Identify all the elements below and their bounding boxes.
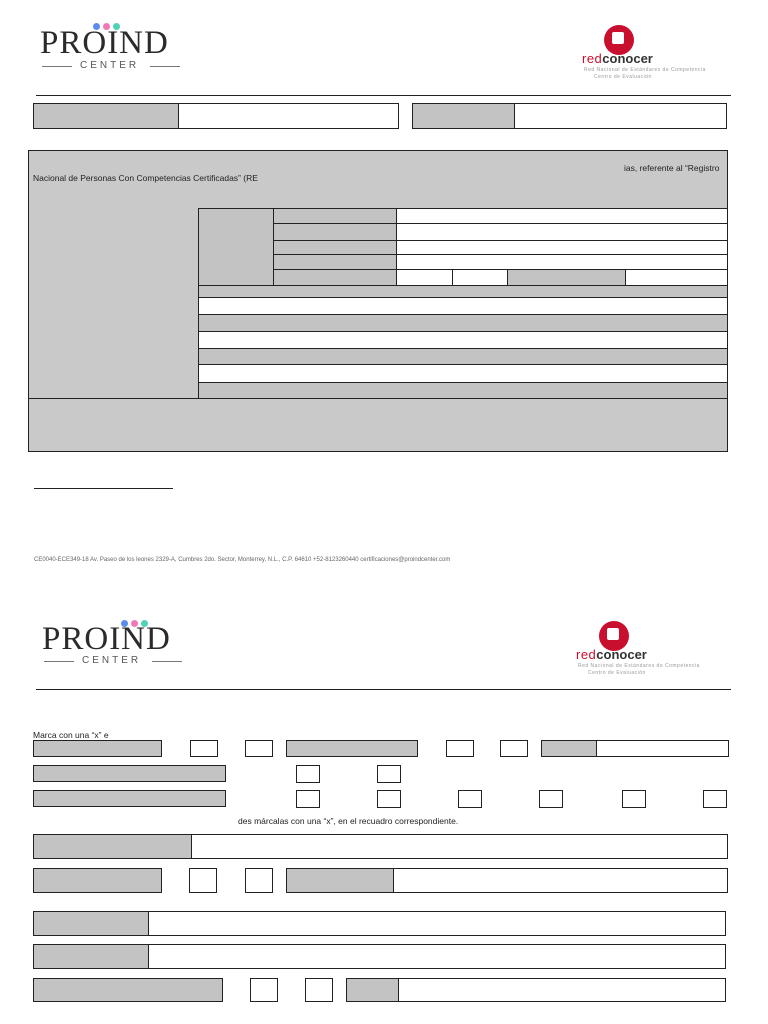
p2-check-5e[interactable]	[622, 790, 646, 808]
p2-check-5d[interactable]	[539, 790, 563, 808]
section-text-right: ias, referente al “Registro	[624, 163, 720, 173]
p2-check-1a[interactable]	[190, 740, 218, 757]
grid-input-row-5b[interactable]	[452, 269, 508, 286]
band-input-1[interactable]	[198, 297, 728, 315]
red-conocer-word-2	[576, 648, 647, 661]
grid-label-row-5c	[507, 269, 626, 286]
p2-label-2	[286, 740, 418, 757]
p2-label-12	[346, 978, 399, 1002]
p2-check-7b[interactable]	[245, 868, 273, 893]
grid-label-row-1	[273, 208, 397, 224]
grid-label-row-2	[273, 223, 397, 241]
p2-label-3	[541, 740, 597, 757]
p2-label-9	[33, 911, 149, 936]
logo-line-right-2	[152, 661, 182, 662]
section-text-left: Nacional de Personas Con Competencias Certificadas” (RE	[33, 173, 258, 183]
red-brand: conocer	[602, 51, 653, 66]
band-gray-3	[198, 348, 728, 365]
band-input-2[interactable]	[198, 331, 728, 349]
p2-check-1b[interactable]	[245, 740, 273, 757]
grid-input-row-4[interactable]	[396, 254, 728, 270]
header-divider	[36, 95, 731, 96]
footer-address: CE0040-ECE349-18 Av. Paseo de los leones 2329-A, Cumbres 2do. Sector, Monterrey, N.L., C.P. 64610 +52-8123260440 certificaciones@proindcenter.com	[34, 557, 451, 563]
red-tagline-1: Red Nacional de Estándares de Competencia	[584, 67, 706, 73]
red-tagline-2a: Red Nacional de Estándares de Competencia	[578, 663, 700, 669]
p2-check-7a[interactable]	[189, 868, 217, 893]
p2-check-2b[interactable]	[500, 740, 528, 757]
p2-label-7	[33, 868, 162, 893]
p2-label-6	[33, 834, 192, 859]
p2-check-5a[interactable]	[296, 790, 320, 808]
grid-input-row-1[interactable]	[396, 208, 728, 224]
header-divider-2	[36, 689, 731, 690]
logo-line-right	[150, 66, 180, 67]
logo-line-left-2	[44, 661, 74, 662]
p2-instruction: des márcalas con una “x”, en el recuadro correspondiente.	[238, 816, 459, 826]
red-tagline-2b: Centro de Evaluación	[588, 670, 646, 676]
p2-label-4	[33, 765, 226, 782]
red-brand-2: conocer	[596, 647, 647, 662]
logo-word-2: PROIND	[42, 621, 171, 657]
grid-label-row-3	[273, 240, 397, 255]
band-gray-4	[198, 382, 728, 399]
band-input-3[interactable]	[198, 364, 728, 383]
p2-check-4a[interactable]	[296, 765, 320, 783]
p2-check-5b[interactable]	[377, 790, 401, 808]
p2-check-4b[interactable]	[377, 765, 401, 783]
logo-dots	[93, 17, 123, 25]
grid-input-row-5d[interactable]	[625, 269, 728, 286]
grid-input-row-2[interactable]	[396, 223, 728, 241]
p2-check-2a[interactable]	[446, 740, 474, 757]
logo-sub-2: CENTER	[82, 655, 142, 666]
grid-side-label	[198, 208, 274, 286]
field-label-2	[412, 103, 515, 129]
p2-input-10[interactable]	[148, 944, 726, 969]
p2-check-5c[interactable]	[458, 790, 482, 808]
grid-label-row-4	[273, 254, 397, 270]
p2-input-6[interactable]	[191, 834, 728, 859]
grid-input-row-5a[interactable]	[396, 269, 453, 286]
p2-input-9[interactable]	[148, 911, 726, 936]
section-divider	[28, 398, 728, 399]
grid-label-row-5	[273, 269, 397, 286]
p2-input-3[interactable]	[596, 740, 729, 757]
p2-label-8	[286, 868, 394, 893]
p2-input-12[interactable]	[398, 978, 726, 1002]
p2-label-11	[33, 978, 223, 1002]
logo-word: PROIND	[40, 25, 169, 61]
red-prefix-2: red	[576, 647, 597, 662]
red-prefix: red	[582, 51, 603, 66]
red-conocer-word	[582, 52, 653, 65]
field-label-1	[33, 103, 179, 129]
red-tagline-2: Centro de Evaluación	[594, 74, 652, 80]
p2-check-11b[interactable]	[305, 978, 333, 1002]
p2-input-8[interactable]	[393, 868, 728, 893]
logo-sub: CENTER	[80, 60, 140, 71]
p2-label-5	[33, 790, 226, 807]
signature-line	[34, 488, 173, 489]
mark-instruction: Marca con una “x” e	[33, 730, 109, 740]
p2-check-11a[interactable]	[250, 978, 278, 1002]
p2-label-1	[33, 740, 162, 757]
grid-input-row-3[interactable]	[396, 240, 728, 255]
p2-check-5f[interactable]	[703, 790, 727, 808]
logo-line-left	[42, 66, 72, 67]
band-gray-2	[198, 314, 728, 332]
field-input-2[interactable]	[514, 103, 727, 129]
field-input-1[interactable]	[178, 103, 399, 129]
p2-label-10	[33, 944, 149, 969]
